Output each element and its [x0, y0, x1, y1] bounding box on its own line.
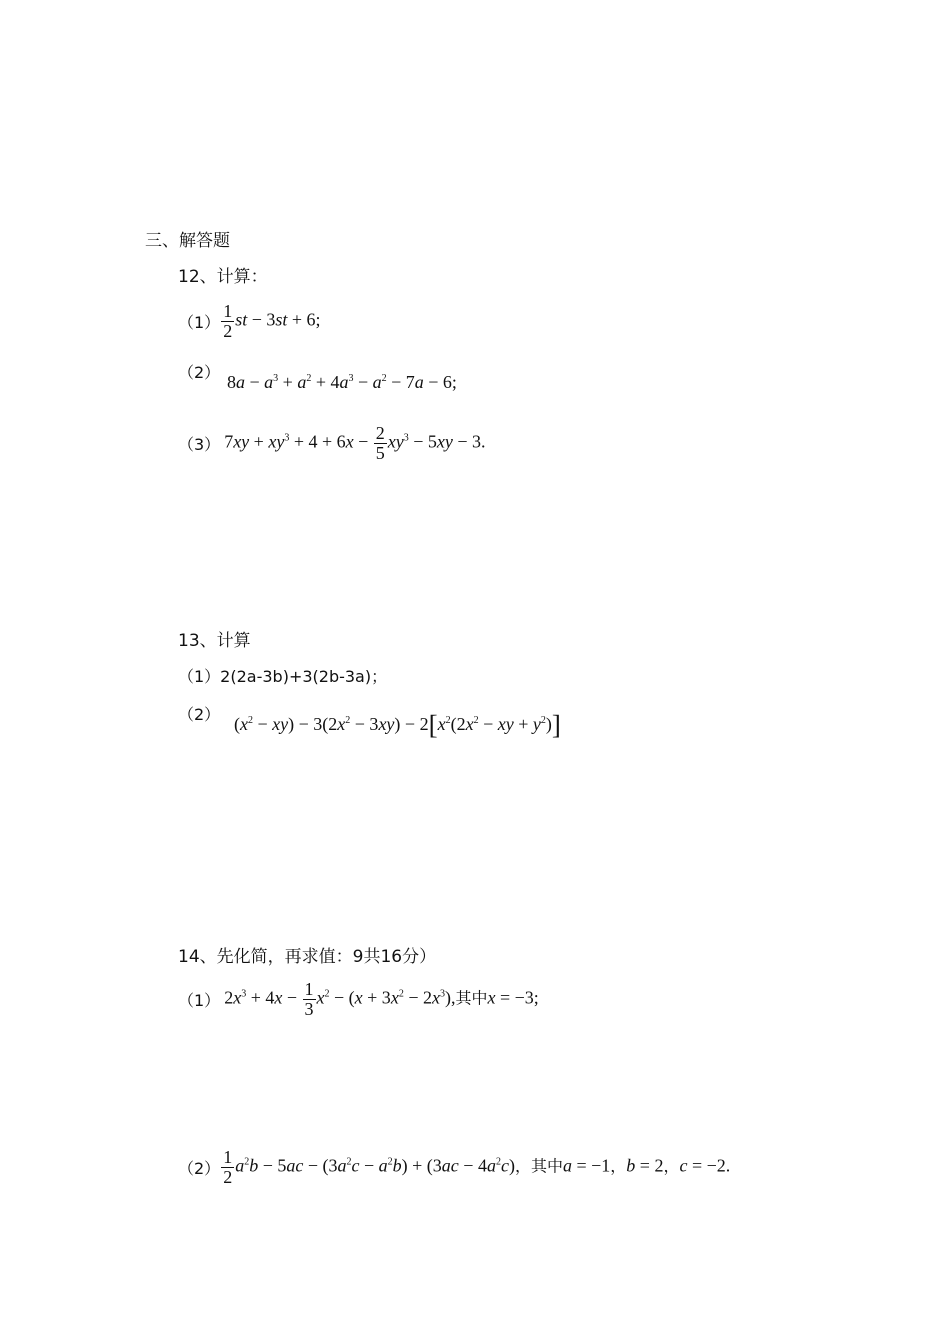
q13-part1: （1）2(2a-3b)+3(2b-3a)； — [178, 667, 388, 686]
q12-part2 — [178, 360, 220, 383]
q13-part2 — [178, 702, 220, 725]
q12-part2-expr: $8a - a^3 + a^2 + 4a^3 - a^2 - 7a - 6$; — [227, 372, 457, 392]
q12-part1-expr: $\frac{1}{2}$ st − 3st + 6; — [223, 300, 321, 341]
q12-part3-label: （3） — [178, 434, 221, 454]
q12-part1-label: （1） — [178, 312, 221, 332]
q13-title: 13、计算 — [178, 631, 251, 651]
section-title: 三、解答题 — [145, 231, 230, 251]
q12-part3 — [178, 420, 486, 466]
q13-part2-label: （2） — [178, 705, 221, 724]
q14-part1-label: （1） — [178, 990, 221, 1010]
q14-part1 — [178, 976, 539, 1022]
q14-part2-label: （2） — [178, 1158, 221, 1178]
q14-part2 — [178, 1144, 730, 1190]
q14-title: 14、先化简，再求值：9共16分） — [178, 947, 437, 967]
q12-part3-expr: $7xy + xy^3 + 4 + 6x$ − $\frac{2}{5}$ $xy^3 - 5xy - 3$. — [224, 422, 486, 463]
q14-part2-expr: $\frac{1}{2}$ $a^2b - 5ac - (3a^2c - a^2b) + (3ac - 4a^2c)$，其中a = −1，b = 2，c = −2. — [223, 1146, 731, 1187]
q12-part2-label: （2） — [178, 363, 221, 382]
q14-part1-expr: $2x^3 + 4x$ − $\frac{1}{3}$ $x^2 - (x + 3x^2 - 2x^3)$,其中x = −3; — [224, 978, 539, 1019]
q12-part1 — [178, 298, 321, 344]
q12-title: 12、计算： — [178, 267, 268, 287]
q13-part2-expr: $(x^2 - xy) - 3(2x^2 - 3xy) - 2[x^2(2x^2$ − xy + $y^2$)] — [234, 710, 561, 740]
